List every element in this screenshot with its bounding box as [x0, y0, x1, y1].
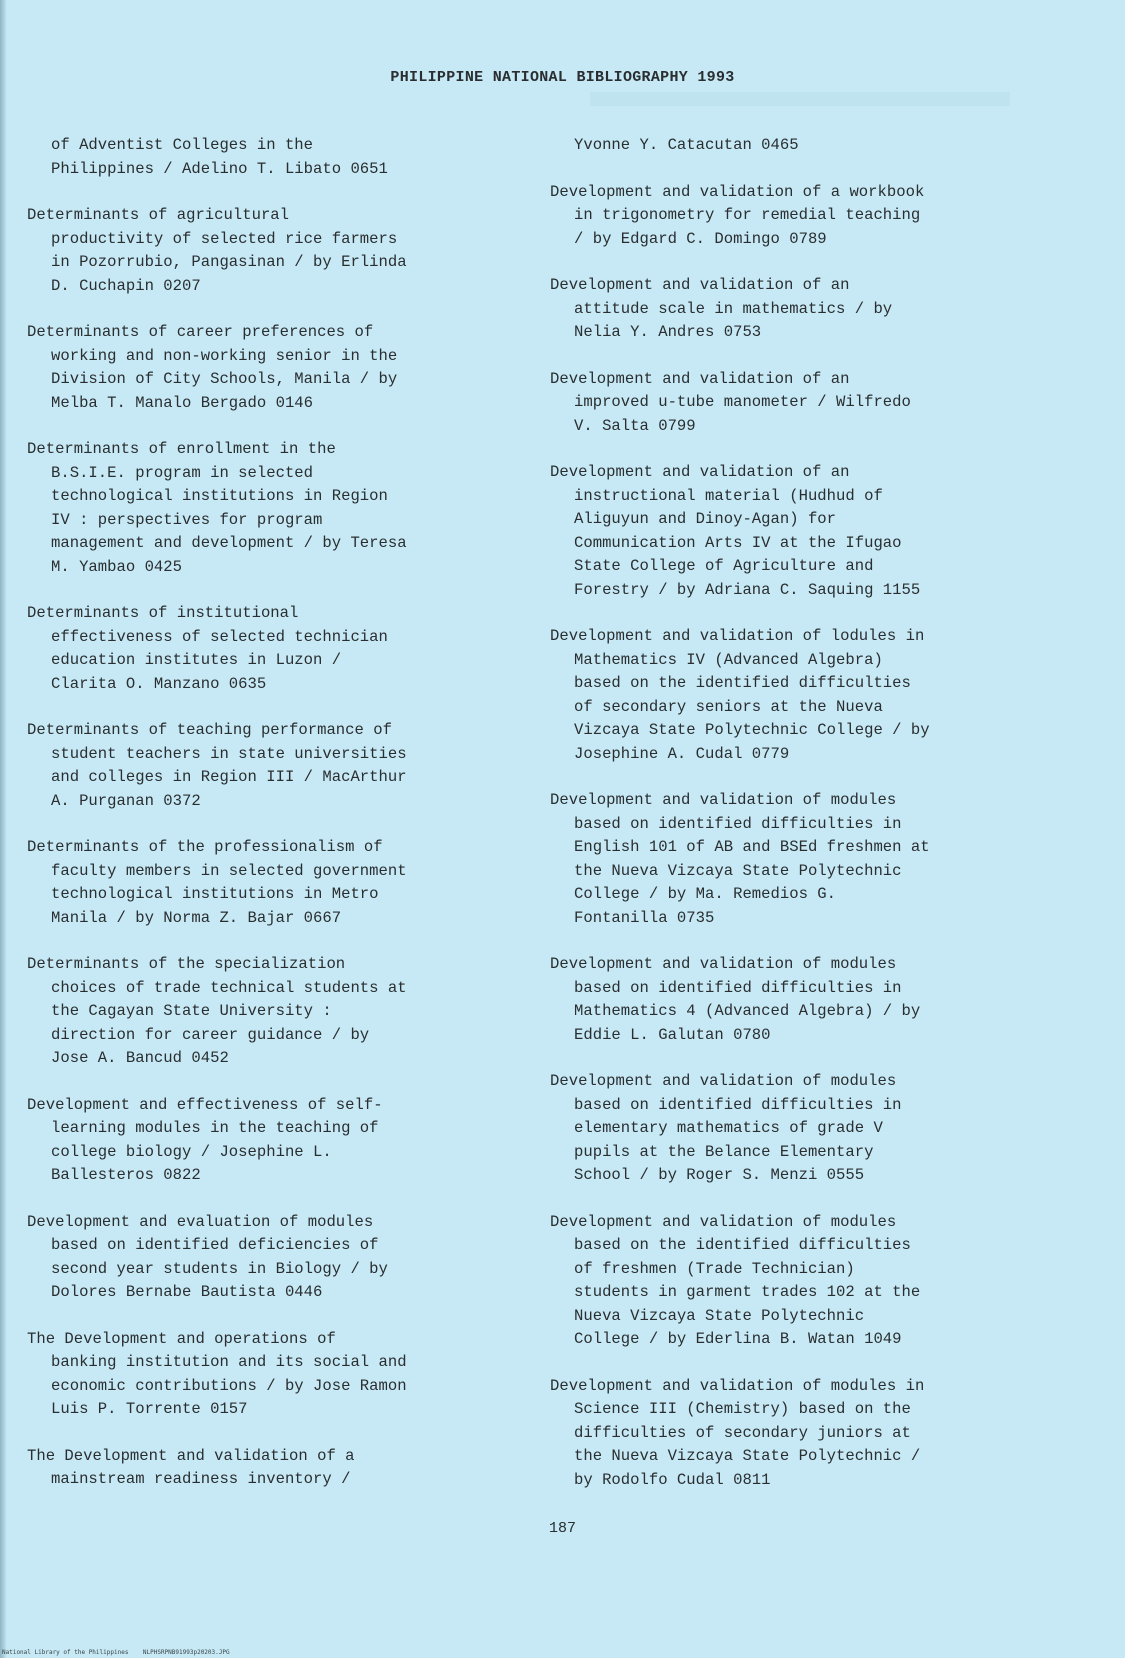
- bibliography-entry: Development and validation of lodules in Mathematics IV (Advanced Algebra) based on the identified difficulties of secondary seniors at the Nueva Vizcaya State Polytechnic College / by Josephine A. Cudal 0779: [550, 627, 930, 763]
- bibliography-entry: Determinants of agricultural productivity of selected rice farmers in Pozorrubio, Pangasinan / by Erlinda D. Cuchapin 0207: [27, 206, 407, 295]
- footer-filename: NLPHSRPNB91993p20203.JPG: [142, 1649, 230, 1656]
- bibliography-entry: of Adventist Colleges in the Philippines / Adelino T. Libato 0651: [51, 136, 388, 178]
- bibliography-entry: Determinants of the professionalism of faculty members in selected government technological institutions in Metro Manila / by Norma Z. Bajar 0667: [27, 838, 407, 927]
- bibliography-entry: Development and validation of modules based on identified difficulties in elementary mathematics of grade V pupils at the Belance Elementary School / by Roger S. Menzi 0555: [550, 1072, 902, 1184]
- running-head: PHILIPPINE NATIONAL BIBLIOGRAPHY 1993: [390, 69, 735, 86]
- bibliography-entry: Development and validation of an improved u-tube manometer / Wilfredo V. Salta 0799: [550, 369, 911, 435]
- bibliography-entry: Development and evaluation of modules based on identified deficiencies of second year students in Biology / by Dolores Bernabe Bautista 0446: [27, 1212, 388, 1301]
- scan-footer: [2, 1649, 230, 1657]
- bibliography-entry: Determinants of teaching performance of student teachers in state universities and colleges in Region III / MacArthur A. Purganan 0372: [27, 721, 407, 810]
- bibliography-entry: Development and effectiveness of self- learning modules in the teaching of college biology / Josephine L. Ballesteros 0822: [27, 1095, 383, 1184]
- bibliography-entry: Development and validation of modules in Science III (Chemistry) based on the difficulties of secondary juniors at the Nueva Vizcaya State Polytechnic / by Rodolfo Cudal 0811: [550, 1376, 925, 1489]
- bibliography-entry: Development and validation of an attitude scale in mathematics / by Nelia Y. Andres 0753: [550, 276, 893, 341]
- bibliography-entry: Development and validation of a workbook in trigonometry for remedial teaching / by Edgard C. Domingo 0789: [550, 182, 925, 248]
- page-spine-shadow: [0, 0, 7, 1658]
- bibliography-entry: Determinants of the specialization choices of trade technical students at the Cagayan State University : direction for career guidance / by Jose A. Bancud 0452: [27, 955, 407, 1067]
- bibliography-entry: Determinants of enrollment in the B.S.I.E. program in selected technological institutions in Region IV : perspectives for program management and development / by Teresa M. Yambao 0425: [27, 440, 407, 576]
- bleed-through-shadow: [590, 92, 1010, 106]
- page-number: 187: [548, 1520, 576, 1537]
- bibliography-entry: Development and validation of modules based on identified difficulties in Mathematics 4 (Advanced Algebra) / by Eddie L. Galutan 0780: [550, 955, 921, 1044]
- bibliography-entry: The Development and validation of a mainstream readiness inventory /: [27, 1446, 355, 1488]
- right-column: [550, 134, 1050, 1515]
- bibliography-entry: Determinants of institutional effectiveness of selected technician education institutes in Luzon / Clarita O. Manzano 0635: [27, 604, 388, 693]
- bibliography-entry: Development and validation of modules based on identified difficulties in English 101 of AB and BSEd freshmen at the Nueva Vizcaya State Polytechnic College / by Ma. Remedios G. Fontanilla 0735: [550, 791, 930, 927]
- footer-library: National Library of the Philippines: [2, 1649, 129, 1656]
- bibliography-entry: Development and validation of an instructional material (Hudhud of Aliguyun and Dinoy-Agan) for Communication Arts IV at the Ifugao State College of Agriculture and Forestry / by Adriana C. Saquing 1155: [550, 463, 921, 599]
- bibliography-entry: Determinants of career preferences of working and non-working senior in the Division of City Schools, Manila / by Melba T. Manalo Bergado 0146: [27, 323, 398, 412]
- left-column: [27, 134, 517, 1515]
- bibliography-entry: Yvonne Y. Catacutan 0465: [574, 136, 799, 154]
- bibliography-entry: Development and validation of modules based on the identified difficulties of freshmen (Trade Technician) students in garment trades 102 at the Nueva Vizcaya State Polytechnic College / by Ederlina B. Watan 1049: [550, 1212, 921, 1348]
- bibliography-entry: The Development and operations of banking institution and its social and economic contributions / by Jose Ramon Luis P. Torrente 0157: [27, 1329, 407, 1418]
